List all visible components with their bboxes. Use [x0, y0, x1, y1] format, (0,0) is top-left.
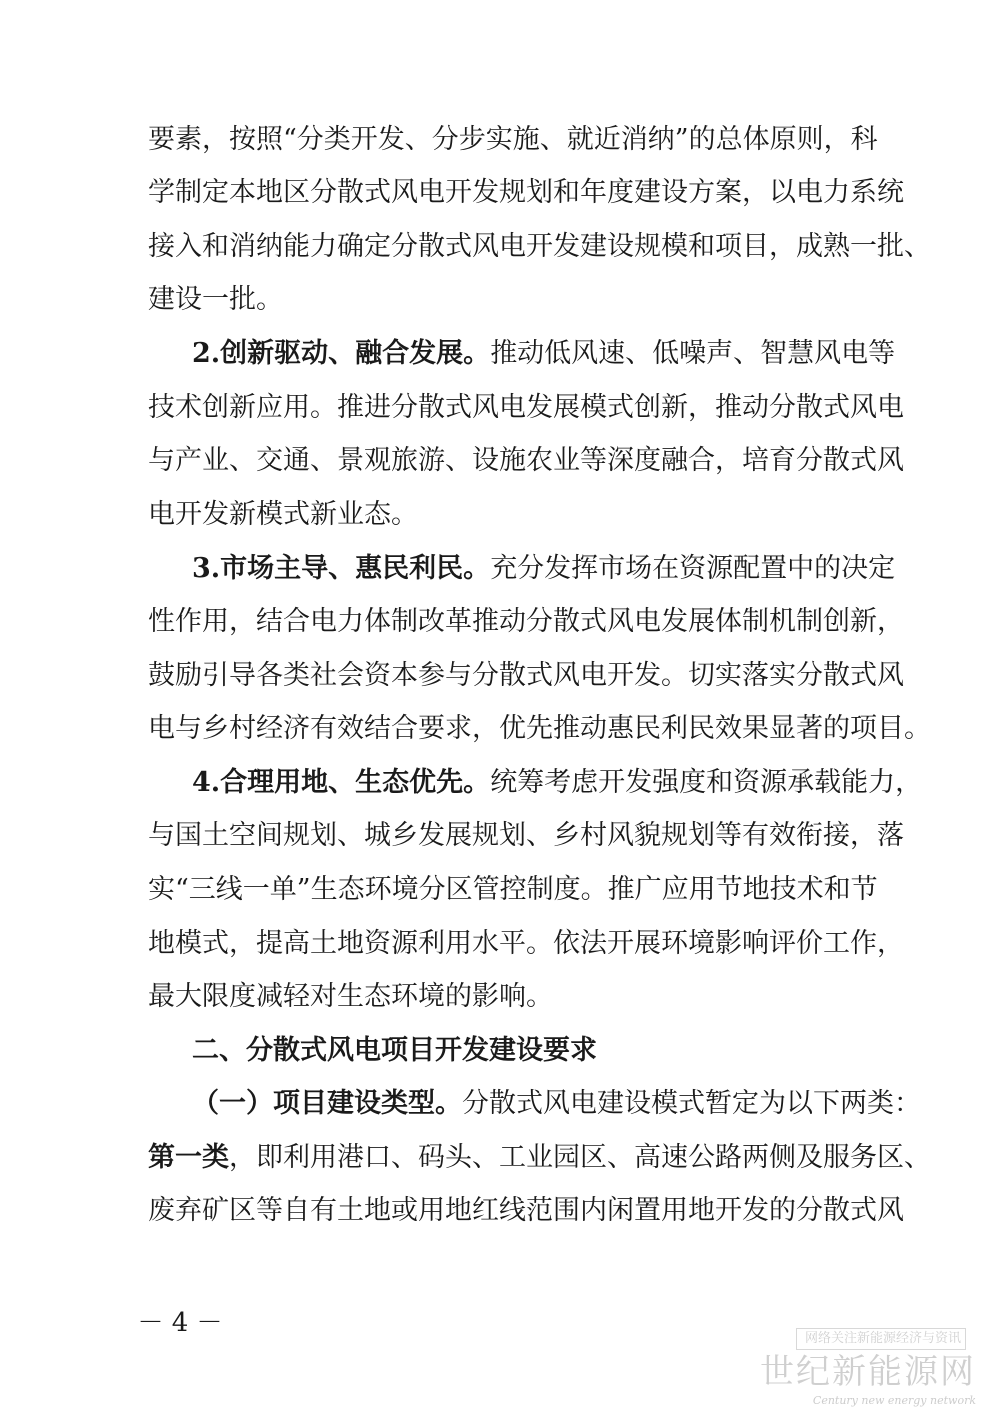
bold-lead: 2.创新驱动、融合发展。	[192, 338, 491, 369]
text-line-content: 学制定本地区分散式风电开发规划和年度建设方案，以电力系统	[148, 177, 904, 208]
text-line	[0, 433, 1000, 489]
text-line	[0, 272, 1000, 328]
text-line-content	[192, 541, 896, 597]
text-line	[0, 862, 1000, 918]
text-line-content	[192, 326, 896, 382]
text-line	[0, 1130, 1000, 1186]
text-line	[0, 701, 1000, 757]
text-line	[0, 594, 1000, 650]
text-line	[0, 916, 1000, 972]
text-line	[0, 487, 1000, 543]
text-line-content: 技术创新应用。推进分散式风电发展模式创新，推动分散式风电	[148, 392, 904, 423]
text-line-content: 废弃矿区等自有土地或用地红线范围内闲置用地开发的分散式风	[148, 1195, 904, 1226]
page-number: － 4 －	[137, 1308, 223, 1338]
line-rest: 推动低风速、低噪声、智慧风电等	[490, 338, 896, 369]
text-line-content: 电开发新模式新业态。	[148, 499, 418, 530]
text-line	[0, 969, 1000, 1025]
watermark-logo	[736, 1328, 976, 1408]
text-line	[0, 1183, 1000, 1239]
text-line	[0, 165, 1000, 221]
text-line-content: 鼓励引导各类社会资本参与分散式风电开发。切实落实分散式风	[148, 660, 904, 691]
line-rest: 分散式风电建设模式暂定为以下两类：	[462, 1088, 921, 1119]
bold-lead: 3.市场主导、惠民利民。	[192, 553, 491, 584]
text-line	[0, 1076, 1000, 1132]
text-line-content	[148, 1130, 931, 1186]
text-line	[0, 808, 1000, 864]
line-rest: 统筹考虑开发强度和资源承载能力，	[490, 767, 923, 798]
watermark-english: Century new energy network	[812, 1394, 976, 1407]
text-line	[0, 380, 1000, 436]
text-line-content: 与国土空间规划、城乡发展规划、乡村风貌规划等有效衔接，落	[148, 820, 904, 851]
text-line	[0, 326, 1000, 382]
text-line-content: 要素，按照“分类开发、分步实施、就近消纳”的总体原则，科	[148, 124, 878, 155]
text-line-content: 地模式，提高土地资源利用水平。依法开展环境影响评价工作，	[148, 928, 904, 959]
watermark-tagline: 网络关注新能源经济与资讯	[796, 1328, 966, 1350]
text-line-content	[192, 1076, 921, 1132]
text-line	[0, 112, 1000, 168]
line-rest: 充分发挥市场在资源配置中的决定	[490, 553, 896, 584]
text-line-content: 电与乡村经济有效结合要求，优先推动惠民利民效果显著的项目。	[148, 713, 931, 744]
text-line-content: 接入和消纳能力确定分散式风电开发建设规模和项目，成熟一批、	[148, 231, 931, 262]
text-line-content	[192, 755, 923, 811]
text-line-content: 与产业、交通、景观旅游、设施农业等深度融合，培育分散式风	[148, 445, 904, 476]
text-line-content: 建设一批。	[148, 284, 283, 315]
watermark-brand: 世纪新能源网	[760, 1352, 976, 1392]
bold-lead: （一）项目建设类型。	[192, 1088, 462, 1119]
text-line	[0, 219, 1000, 275]
section-heading: 二、分散式风电项目开发建设要求	[192, 1035, 597, 1066]
bold-lead: 第一类	[148, 1142, 229, 1173]
bold-lead: 4.合理用地、生态优先。	[192, 767, 491, 798]
text-line-content: 最大限度减轻对生态环境的影响。	[148, 981, 553, 1012]
line-rest: ，即利用港口、码头、工业园区、高速公路两侧及服务区、	[229, 1142, 931, 1173]
text-line-content: 性作用，结合电力体制改革推动分散式风电发展体制机制创新，	[148, 606, 904, 637]
text-line	[0, 648, 1000, 704]
text-line	[0, 755, 1000, 811]
text-line	[0, 541, 1000, 597]
text-line-content: 实“三线一单”生态环境分区管控制度。推广应用节地技术和节	[148, 874, 878, 905]
text-line	[0, 1023, 1000, 1079]
